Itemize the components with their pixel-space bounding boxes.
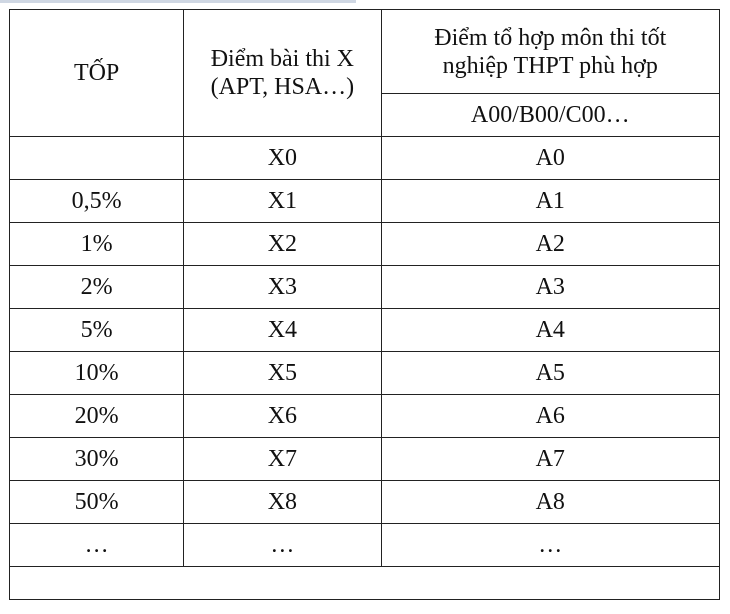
header-x-line1: Điểm bài thi X (210, 46, 355, 72)
table-footer-row (10, 567, 720, 600)
cell-a: A6 (381, 395, 720, 438)
cell-x: … (184, 524, 381, 567)
cell-x: X6 (184, 395, 381, 438)
cell-x: X1 (184, 180, 381, 223)
cell-a: A7 (381, 438, 720, 481)
header-combo-sub-label: A00/B00/C00… (470, 102, 630, 128)
cell-x: X4 (184, 309, 381, 352)
cell-x: X3 (184, 266, 381, 309)
top-border-line (0, 0, 356, 3)
cell-top: 0,5% (10, 180, 184, 223)
cell-top: 2% (10, 266, 184, 309)
table-row (10, 481, 720, 524)
header-x-line2: (APT, HSA…) (210, 74, 355, 100)
cell-top (10, 137, 184, 180)
cell-a: A3 (381, 266, 720, 309)
table-row (10, 395, 720, 438)
cell-x: X0 (184, 137, 381, 180)
table-row (10, 223, 720, 266)
cell-a: A8 (381, 481, 720, 524)
table-header-row (10, 10, 720, 94)
header-combo-cell (381, 10, 720, 94)
cell-x: X2 (184, 223, 381, 266)
cell-a: A4 (381, 309, 720, 352)
header-combo-line2: nghiệp THPT phù hợp (442, 52, 658, 79)
header-top-label: TỐP (73, 60, 120, 86)
cell-x: X8 (184, 481, 381, 524)
header-combo-line1: Điểm tổ hợp môn thi tốt (434, 24, 667, 51)
cell-a: A0 (381, 137, 720, 180)
table-row (10, 180, 720, 223)
table-row (10, 137, 720, 180)
score-conversion-table (9, 9, 720, 600)
cell-top: 5% (10, 309, 184, 352)
cell-top: 10% (10, 352, 184, 395)
cell-x: X5 (184, 352, 381, 395)
cell-a: … (381, 524, 720, 567)
cell-a: A1 (381, 180, 720, 223)
header-top-cell (10, 10, 184, 137)
header-x-cell (184, 10, 381, 137)
header-combo-sub-cell (381, 94, 720, 137)
cell-top: 50% (10, 481, 184, 524)
table-row (10, 438, 720, 481)
cell-top: … (10, 524, 184, 567)
cell-x: X7 (184, 438, 381, 481)
cell-top: 30% (10, 438, 184, 481)
cell-a: A5 (381, 352, 720, 395)
table-row (10, 352, 720, 395)
cell-top: 1% (10, 223, 184, 266)
footer-cell (10, 567, 720, 600)
cell-a: A2 (381, 223, 720, 266)
table-row (10, 266, 720, 309)
cell-top: 20% (10, 395, 184, 438)
table-row (10, 309, 720, 352)
table-row (10, 524, 720, 567)
